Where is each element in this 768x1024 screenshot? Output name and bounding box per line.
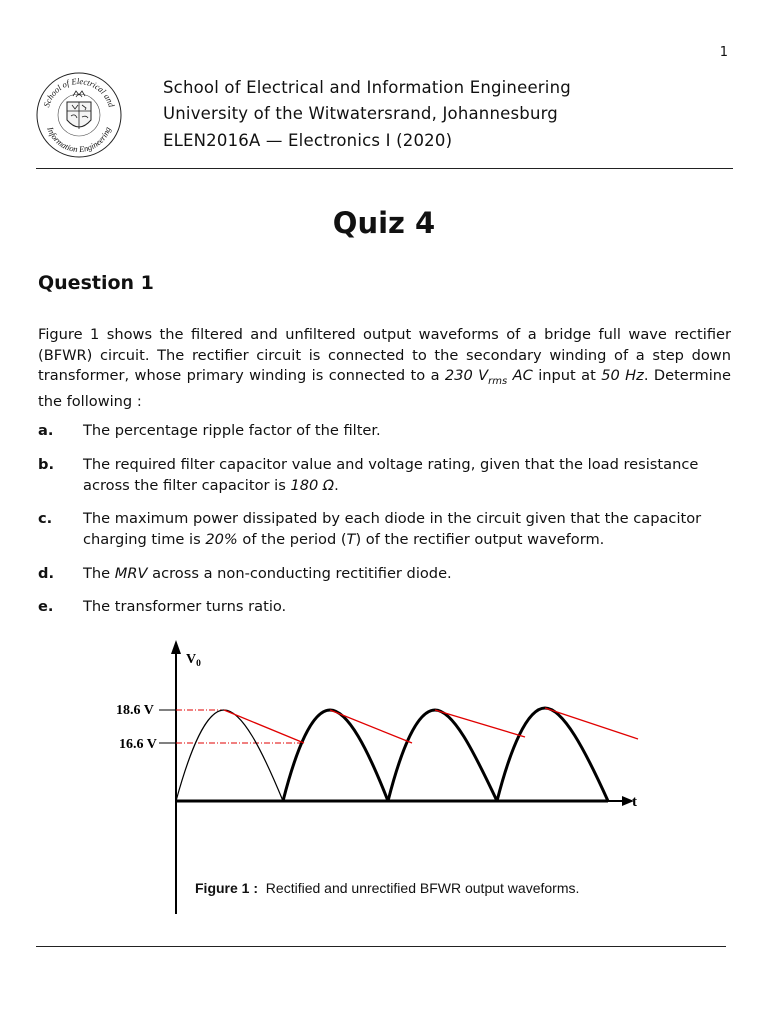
level-low-label: 16.6 V <box>119 737 157 752</box>
item-label: a. <box>38 422 54 439</box>
item-label: c. <box>38 510 53 527</box>
rectifier-waveform-figure <box>0 630 768 920</box>
item-text: The required filter capacitor value and voltage rating, given that the load resistance across the filter capacitor is 180 Ω. <box>83 456 699 494</box>
ripple-line-1 <box>224 710 304 743</box>
y-axis-arrow <box>171 640 181 654</box>
footer-divider <box>36 946 726 947</box>
question-heading: Question 1 <box>38 272 154 294</box>
university-seal-logo <box>36 72 122 158</box>
school-name: School of Electrical and Information Engineering <box>163 78 571 97</box>
level-high-label: 18.6 V <box>116 703 154 718</box>
item-text: The MRV across a non-conducting rectitifier diode. <box>83 565 452 582</box>
item-text: The percentage ripple factor of the filter. <box>83 422 381 439</box>
page-number: 1 <box>719 45 728 60</box>
item-text: The maximum power dissipated by each diode in the circuit given that the capacitor charging time is 20% of the period (T) of the rectifier output waveform. <box>83 510 702 548</box>
course-title: ELEN2016A — Electronics I (2020) <box>163 131 453 150</box>
y-axis-label: $V_0$ <box>186 652 201 669</box>
svg-text:School of Electrical and: School of Electrical and <box>41 75 117 109</box>
item-label: b. <box>38 456 54 473</box>
rectified-waveform-hump-2 <box>283 710 388 801</box>
ripple-line-4 <box>545 708 638 739</box>
unfiltered-waveform-hump-1 <box>176 710 283 801</box>
rectified-waveform-hump-4 <box>497 708 608 801</box>
item-label: e. <box>38 598 54 615</box>
item-label: d. <box>38 565 54 582</box>
svg-text:Information Engineering: Information Engineering <box>45 125 113 155</box>
item-text: The transformer turns ratio. <box>83 598 287 615</box>
university-name: University of the Witwatersrand, Johannesburg <box>163 104 558 123</box>
x-axis-label: t <box>632 794 637 810</box>
header-divider <box>36 168 733 169</box>
ripple-line-2 <box>330 710 412 743</box>
figure-caption: Figure 1 : Rectified and unrectified BFWR output waveforms. <box>195 880 580 896</box>
page-title: Quiz 4 <box>332 206 436 240</box>
question-intro: Figure 1 shows the filtered and unfiltered output waveforms of a bridge full wave rectifier (BFWR) circuit. The rectifier circuit is connected to the secondary winding of a step down transformer, whose primary winding is connected to a 230 $V_{rms}$ AC input at 50 Hz. Determine the following : <box>38 326 732 411</box>
ripple-line-3 <box>435 710 525 737</box>
